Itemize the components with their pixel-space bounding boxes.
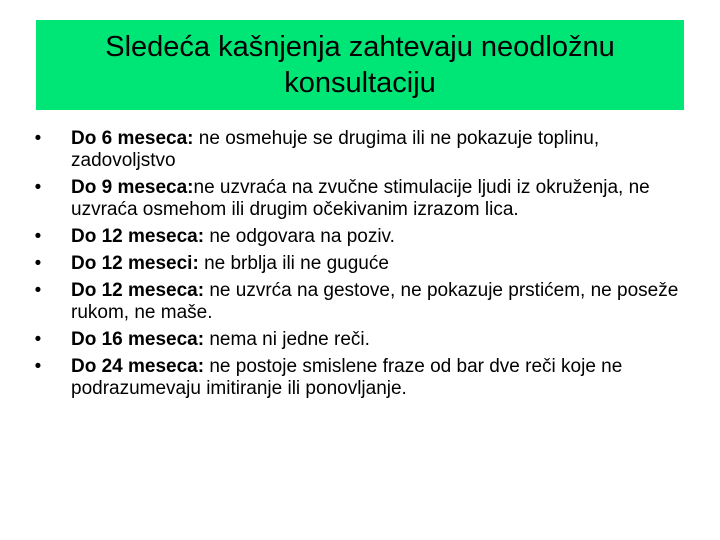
title-banner [36, 20, 684, 110]
bullet-text: ne uzvraća na zvučne stimulacije ljudi iz okruženja, ne uzvraća osmehom ili drugim očekivanim izrazom lica. [71, 177, 650, 220]
bullet-label: Do 12 meseci: [71, 253, 199, 274]
bullet-label: Do 9 meseca: [71, 177, 194, 198]
bullet-text: nema ni jedne reči. [204, 329, 370, 350]
bullet-text: ne osmehuje se drugima ili ne pokazuje toplinu, zadovoljstvo [71, 128, 600, 171]
bullet-icon: • [34, 356, 42, 377]
bullet-icon: • [34, 329, 42, 350]
bullet-icon: • [34, 177, 42, 198]
bullet-label: Do 6 meseca: [71, 128, 194, 149]
bullet-icon: • [34, 226, 42, 247]
list-item [28, 226, 692, 248]
bullet-icon: • [34, 253, 42, 274]
bullet-text: ne uzvrća na gestove, ne pokazuje prstićem, ne poseže rukom, ne maše. [71, 280, 679, 323]
bullet-list [28, 128, 692, 405]
list-item [28, 356, 692, 400]
bullet-label: Do 24 meseca: [71, 356, 205, 377]
bullet-label: Do 16 meseca: [71, 329, 205, 350]
bullet-icon: • [34, 128, 42, 149]
list-item [28, 128, 692, 172]
bullet-label: Do 12 meseca: [71, 226, 205, 247]
bullet-icon: • [34, 280, 42, 301]
list-item [28, 177, 692, 221]
bullet-text: ne postoje smislene fraze od bar dve reči koje ne podrazumevaju imitiranje ili ponovljanje. [71, 356, 623, 399]
list-item [28, 280, 692, 324]
slide-title: Sledeća kašnjenja zahtevaju neodložnu konsultaciju [105, 30, 615, 99]
bullet-text: ne odgovara na poziv. [204, 226, 395, 247]
list-item [28, 253, 692, 275]
list-item [28, 329, 692, 351]
bullet-label: Do 12 meseca: [71, 280, 205, 301]
bullet-text: ne brblja ili ne guguće [198, 253, 389, 274]
